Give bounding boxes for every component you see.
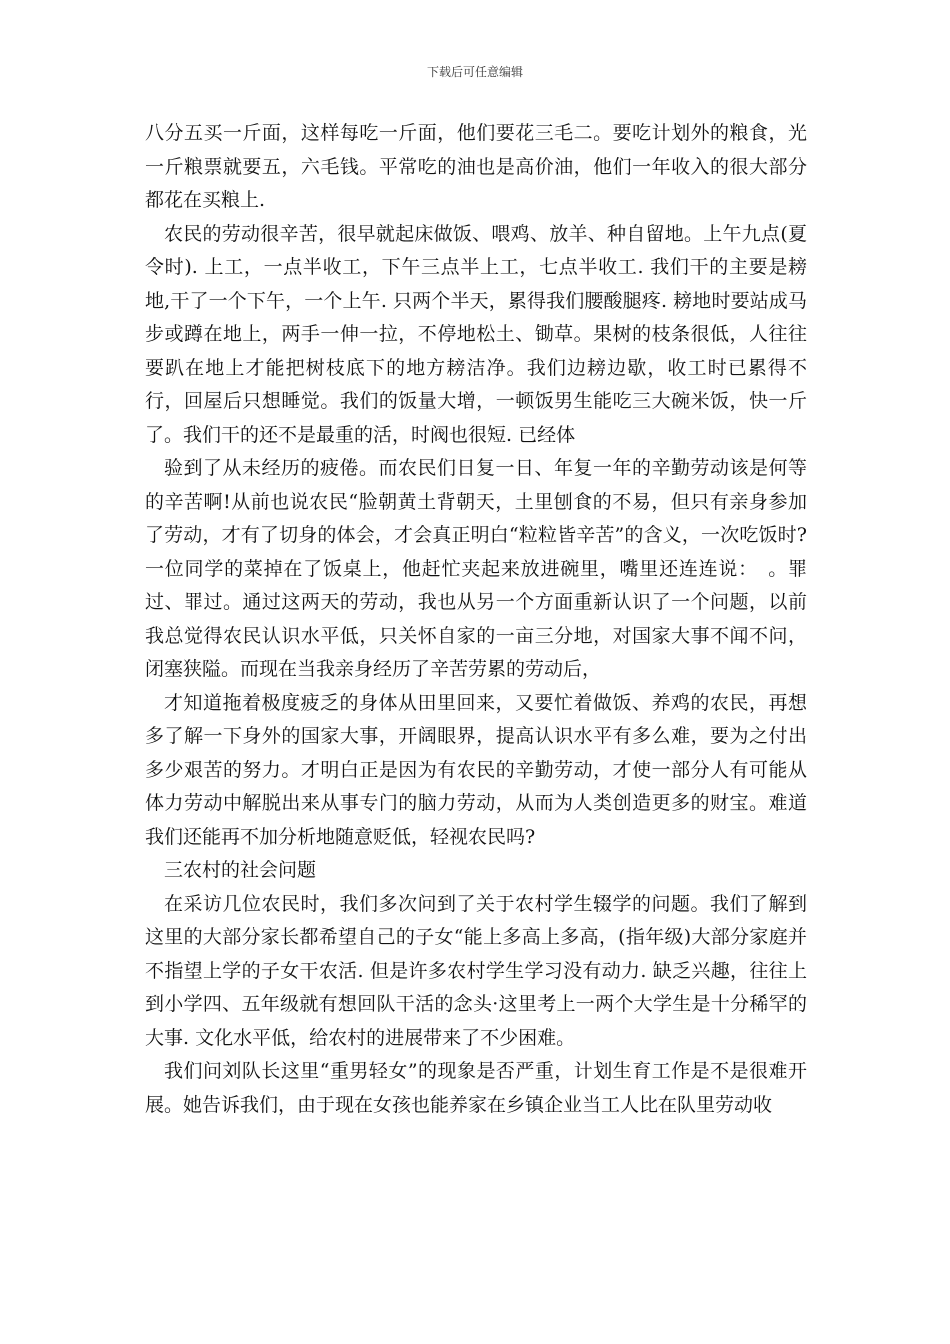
paragraph-5: 在采访几位农民时，我们多次问到了关于农村学生辍学的问题。我们了解到这里的大部分家长都希望自己的子女“能上多高上多高，(指年级)大部分家庭并不指望上学的子女干农活. 但是许多农村学生学习没有动力. 缺乏兴趣，往往上到小学四、五年级就有想回队干活的念头·这里考上一两个大学生是十分稀罕的大事. 文化水平低，给农村的进展带来了不少困难。 [145,892,807,1049]
document-body [145,117,807,1122]
paragraph-6: 我们问刘队长这里“重男轻女”的现象是否严重，计划生育工作是不是很难开展。她告诉我们，由于现在女孩也能养家在乡镇企业当工人比在队里劳动收 [145,1060,807,1116]
paragraph-2: 农民的劳动很辛苦，很早就起床做饭、喂鸡、放羊、种自留地。上午九点(夏令时). 上工，一点半收工，下午三点半上工，七点半收工. 我们干的主要是耪地,干了一个下午，一个上午. 只两个半天，累得我们腰酸腿疼. 耪地时要站成马步或蹲在地上，两手一伸一拉，不停地松土、锄草。果树的枝条很低，人往往要趴在地上才能把树枝底下的地方耪洁净。我们边耪边歇，收工时已累得不行，回屋后只想睡觉。我们的饭量大增，一顿饭男生能吃三大碗米饭，快一斤了。我们干的还不是最重的活，时阀也很短. 已经体 [145,222,807,446]
section-heading: 三农村的社会问题 [164,859,317,881]
paragraph-3: 验到了从未经历的疲倦。而农民们日复一日、年复一年的辛勤劳动该是何等的辛苦啊!从前也说农民“脸朝黄土背朝天，土里刨食的不易，但只有亲身参加了劳动，才有了切身的体会，才会真正明白“粒粒皆辛苦”的含义，一次吃饭时?一位同学的菜掉在了饭桌上，他赶忙夹起来放进碗里，嘴里还连连说： 。罪过、罪过。通过这两天的劳动，我也从另一个方面重新认识了一个问题，以前我总觉得农民认识水平低，只关怀自家的一亩三分地，对国家大事不闻不问，闭塞狭隘。而现在当我亲身经历了辛苦劳累的劳动后， [145,457,807,680]
paragraph-1: 八分五买一斤面，这样每吃一斤面，他们要花三毛二。要吃计划外的粮食，光一斤粮票就要五，六毛钱。平常吃的油也是高价油，他们一年收入的很大部分都花在买粮上. [145,122,807,211]
paragraph-4: 才知道拖着极度疲乏的身体从田里回来，又要忙着做饭、养鸡的农民，再想多了解一下身外的国家大事，开阔眼界，提高认识水平有多么难，要为之付出多少艰苦的努力。才明白正是因为有农民的辛勤劳动，才使一部分人有可能从体力劳动中解脱出来从事专门的脑力劳动，从而为人类创造更多的财宝。难道我们还能再不加分析地随意贬低，轻视农民吗? [145,691,807,848]
page-header: 下载后可任意编辑 [426,65,523,79]
